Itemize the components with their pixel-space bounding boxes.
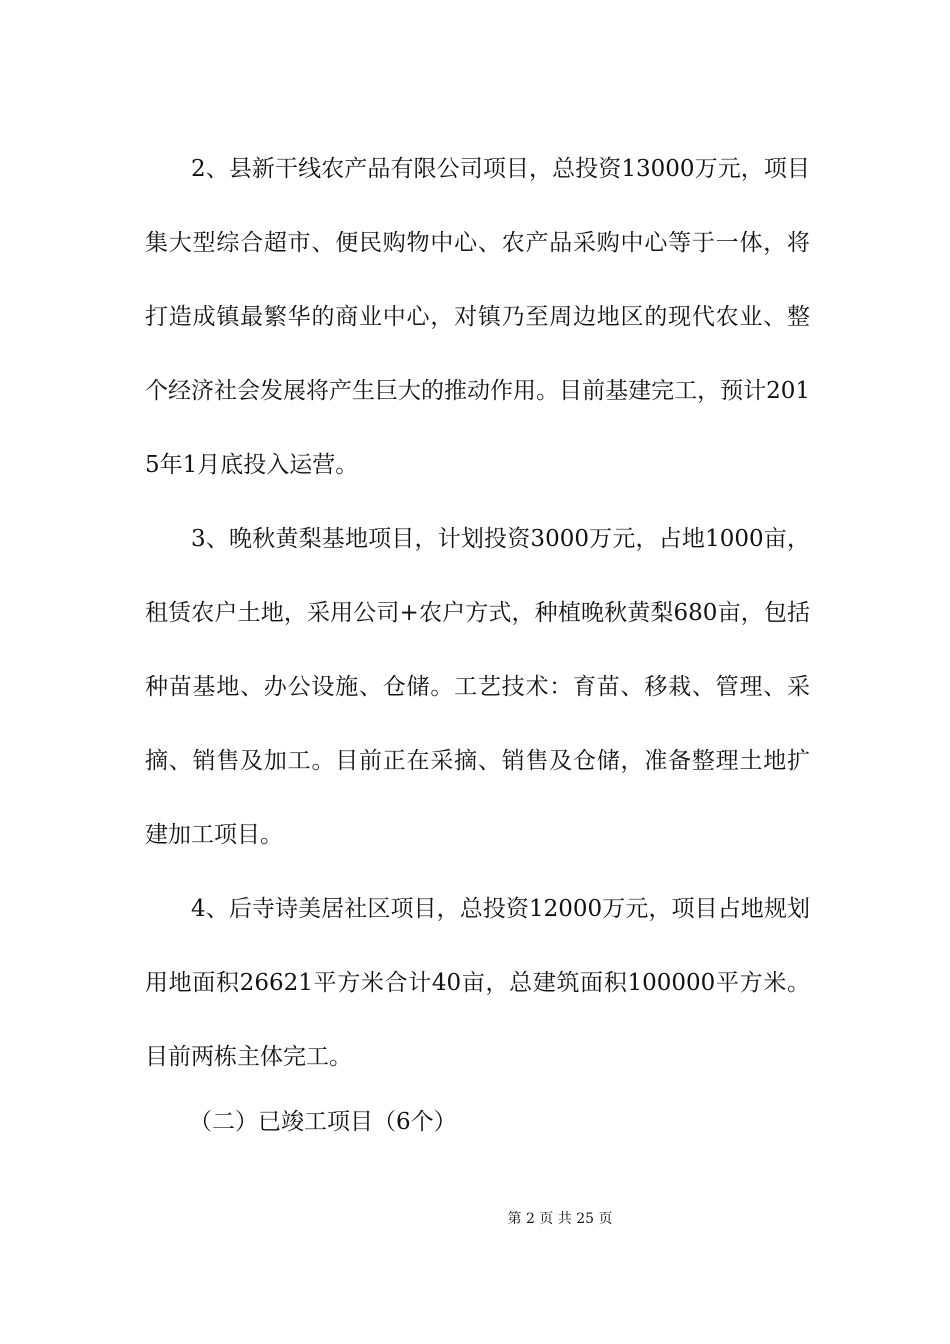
paragraph-project-3: 3、晚秋黄梨基地项目，计划投资3000万元，占地1000亩，租赁农户土地，采用公司+农户方式，种植晚秋黄梨680亩，包括种苗基地、办公设施、仓储。工艺技术：育苗、移栽、管理、采摘、销售及加工。目前正在采摘、销售及仓储，准备整理土地扩建加工项目。 — [145, 526, 810, 848]
paragraph-project-4: 4、后寺诗美居社区项目，总投资12000万元，项目占地规划用地面积26621平方米合计40亩，总建筑面积100000平方米。目前两栋主体完工。 — [145, 896, 810, 1070]
body-text — [145, 132, 810, 1094]
paragraph-project-2: 2、县新干线农产品有限公司项目，总投资13000万元，项目集大型综合超市、便民购物中心、农产品采购中心等于一体，将打造成镇最繁华的商业中心，对镇乃至周边地区的现代农业、整个经济社会发展将产生巨大的推动作用。目前基建完工，预计2015年1月底投入运营。 — [145, 156, 810, 478]
section-heading: （二）已竣工项目（6个） — [189, 1109, 457, 1135]
page-footer: 第 2 页 共 25 页 — [507, 1211, 613, 1227]
